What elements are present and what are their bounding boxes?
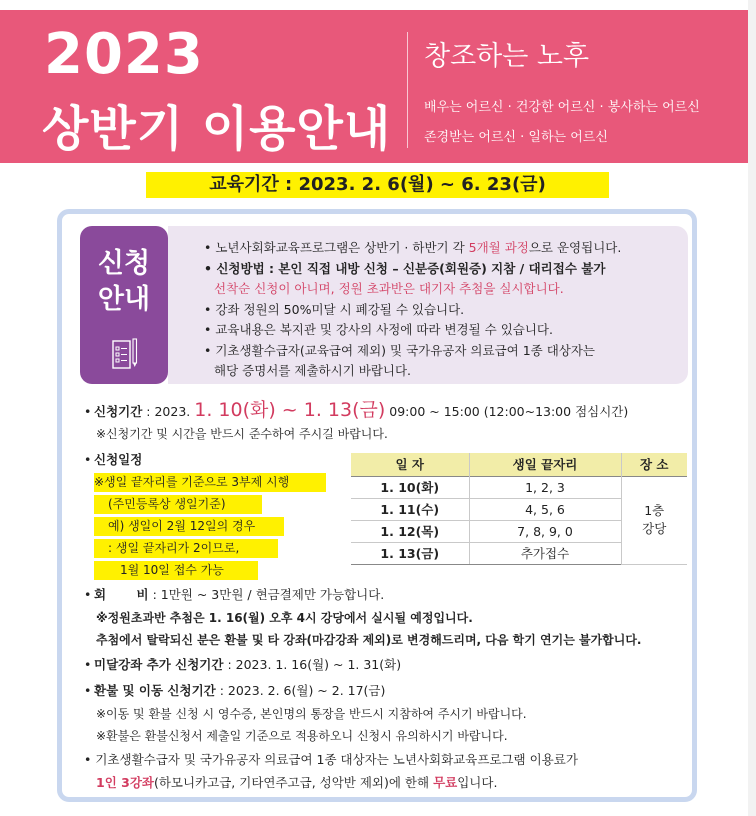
header-year: 2023 — [44, 22, 204, 87]
header-tagline: 창조하는 노후 — [424, 41, 590, 72]
table-row: 1. 11(수) 4, 5, 6 — [351, 498, 687, 520]
page-edge — [748, 0, 756, 816]
header-divider — [407, 32, 408, 148]
header-banner — [0, 10, 756, 163]
apply-period: • 신청기간 : 2023. 1. 10(화) ~ 1. 13(금) 09:00 ~ 15:00 (12:00~13:00 점심시간) — [84, 399, 629, 421]
free-line-1: • 기초생활수급자 및 국가유공자 의료급여 1종 대상자는 노년사회화교육프로그램 이용료가 — [84, 752, 578, 767]
info-line-7: 해당 증명서를 제출하시기 바랍니다. — [214, 363, 412, 378]
info-line-5: • 교육내용은 복지관 및 강사의 사정에 따라 변경될 수 있습니다. — [204, 322, 553, 337]
schedule-highlight-2: (주민등록상 생일기준) — [94, 495, 262, 514]
table-row: 1. 10(화) 1, 2, 3 1층 강당 — [351, 476, 687, 498]
header-title: 상반기 이용안내 — [42, 101, 392, 157]
info-line-6: • 기초생활수급자(교육급여 제외) 및 국가유공자 의료급여 1종 대상자는 — [204, 342, 595, 358]
schedule-heading: • 신청일정 — [84, 452, 143, 467]
refund-note-2: ※환불은 환불신청서 제출일 기준으로 적용하오니 신청시 유의하시기 바랍니다. — [96, 729, 508, 743]
schedule-highlight-4: : 생일 끝자리가 2이므로, — [94, 539, 278, 558]
schedule-highlight-5: 1월 10일 접수 가능 — [94, 561, 258, 580]
info-line-1: • 노년사회화교육프로그램은 상반기 · 하반기 각 5개월 과정으로 운영됩니다. — [204, 240, 622, 255]
document-pencil-icon — [112, 338, 138, 370]
column-header-date: 일 자 — [351, 453, 469, 476]
fee-line: • 회 비 : 1만원 ~ 3만원 / 현금결제만 가능합니다. — [84, 587, 385, 602]
badge-line-2: 안내 — [97, 284, 151, 315]
header-subline-1: 배우는 어르신 · 건강한 어르신 · 봉사하는 어르신 — [424, 100, 700, 115]
apply-note: ※신청기간 및 시간을 반드시 준수하여 주시길 바랍니다. — [96, 427, 388, 441]
education-period: 교육기간 : 2023. 2. 6(월) ~ 6. 23(금) — [146, 172, 609, 198]
application-info-box — [168, 226, 688, 384]
header-subline-2: 존경받는 어르신 · 일하는 어르신 — [424, 130, 608, 145]
fee-note-1: ※정원초과반 추첨은 1. 16(월) 오후 4시 강당에서 실시될 예정입니다. — [96, 611, 473, 625]
badge-line-1: 신청 — [97, 248, 151, 279]
table-row: 1. 13(금) 추가접수 — [351, 542, 687, 564]
info-line-3: 선착순 신청이 아니며, 정원 초과반은 대기자 추첨을 실시합니다. — [214, 281, 564, 296]
schedule-highlight-1: ※생일 끝자리를 기준으로 3부제 시행 — [94, 473, 326, 492]
schedule-table-header — [351, 453, 687, 476]
column-header-digits: 생일 끝자리 — [469, 453, 621, 476]
room-cell: 1층 강당 — [621, 476, 687, 564]
refund-note-1: ※이동 및 환불 신청 시 영수증, 본인명의 통장을 반드시 지참하여 주시기 바랍니다. — [96, 707, 527, 721]
fee-note-2: 추첨에서 탈락되신 분은 환불 및 타 강좌(마감강좌 제외)로 변경해드리며, 다음 학기 연기는 불가합니다. — [96, 633, 642, 647]
info-line-4: • 강좌 정원의 50%미달 시 폐강될 수 있습니다. — [204, 301, 465, 317]
application-badge — [80, 226, 168, 384]
schedule-highlight-3: 예) 생일이 2월 12일의 경우 — [94, 517, 284, 536]
table-row: 1. 12(목) 7, 8, 9, 0 — [351, 520, 687, 542]
schedule-table — [351, 453, 687, 565]
info-line-2: • 신청방법 : 본인 직접 내방 신청 – 신분증(회원증) 지참 / 대리접수 불가 — [204, 260, 606, 276]
refund-period: • 환불 및 이동 신청기간 : 2023. 2. 6(월) ~ 2. 17(금) — [84, 683, 386, 698]
extra-period: • 미달강좌 추가 신청기간 : 2023. 1. 16(월) ~ 1. 31(화) — [84, 657, 402, 672]
column-header-room: 장 소 — [621, 453, 687, 476]
free-line-2: 1인 3강좌(하모니카고급, 기타연주고급, 성악반 제외)에 한해 무료입니다. — [96, 775, 498, 790]
